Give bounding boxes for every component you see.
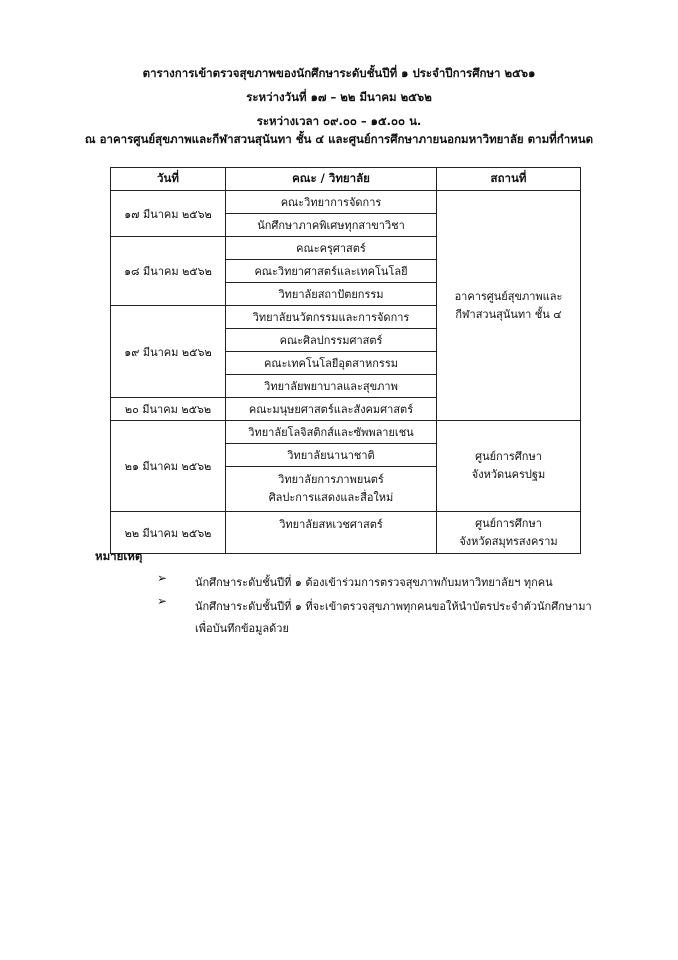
table-row: [111, 421, 581, 444]
faculty-line: ศิลปะการแสดงและสื่อใหม่: [268, 491, 394, 504]
faculty-cell: วิทยาลัยโลจิสติกส์และซัพพลายเชน: [226, 421, 437, 444]
date-cell: ๒๒ มีนาคม ๒๕๖๒: [111, 512, 226, 554]
arrow-bullet-icon: ➢: [157, 594, 168, 608]
col-header-location: สถานที่: [437, 168, 581, 191]
location-line: จังหวัดสมุทรสงคราม: [459, 534, 558, 548]
table-row: [111, 191, 581, 214]
venue-line: ณ อาคารศูนย์สุขภาพและกีฬาสวนสุนันทา ชั้น ๔ และศูนย์การศึกษาภายนอกมหาวิทยาลัย ตามที่กำหนด: [84, 132, 594, 146]
faculty-cell: คณะวิทยาการจัดการ: [226, 191, 437, 214]
date-range: ระหว่างวันที่ ๑๗ – ๒๒ มีนาคม ๒๕๖๒: [246, 90, 432, 104]
col-header-date: วันที่: [111, 168, 226, 191]
notes-title: หมายเหตุ: [95, 549, 143, 563]
date-cell: ๑๗ มีนาคม ๒๕๖๒: [111, 191, 226, 237]
location-line: ศูนย์การศึกษา: [475, 516, 542, 530]
note-item: นักศึกษาระดับชั้นปีที่ ๑ ที่จะเข้าตรวจสุขภาพทุกคนขอให้นำบัตรประจำตัวนักศึกษามา: [195, 600, 592, 613]
faculty-cell: คณะศิลปกรรมศาสตร์: [226, 329, 437, 352]
location-cell-main: [437, 191, 581, 421]
table-row: [111, 512, 581, 554]
date-cell: ๑๘ มีนาคม ๒๕๖๒: [111, 237, 226, 306]
date-cell: ๑๙ มีนาคม ๒๕๖๒: [111, 306, 226, 398]
faculty-cell: วิทยาลัยนวัตกรรมและการจัดการ: [226, 306, 437, 329]
arrow-bullet-icon: ➢: [157, 571, 168, 585]
location-line: ศูนย์การศึกษา: [475, 450, 542, 463]
location-cell-nakhon-pathom: [437, 421, 581, 512]
date-cell: ๒๑ มีนาคม ๒๕๖๒: [111, 421, 226, 512]
schedule-table: [110, 167, 581, 554]
location-line: จังหวัดนครปฐม: [471, 468, 546, 481]
time-range: ระหว่างเวลา ๐๙.๐๐ – ๑๕.๐๐ น.: [256, 114, 422, 128]
table-header-row: [111, 168, 581, 191]
date-cell: ๒๐ มีนาคม ๒๕๖๒: [111, 398, 226, 421]
faculty-cell: วิทยาลัยสถาปัตยกรรม: [226, 283, 437, 306]
location-line: กีฬาสวนสุนันทา ชั้น ๔: [455, 307, 562, 321]
faculty-cell: นักศึกษาภาคพิเศษทุกสาขาวิชา: [226, 214, 437, 237]
note-item: นักศึกษาระดับชั้นปีที่ ๑ ต้องเข้าร่วมการตรวจสุขภาพกับมหาวิทยาลัยฯ ทุกคน: [195, 576, 553, 589]
faculty-cell: วิทยาลัยพยาบาลและสุขภาพ: [226, 375, 437, 398]
faculty-cell: คณะวิทยาศาสตร์และเทคโนโลยี: [226, 260, 437, 283]
faculty-cell: วิทยาลัยสหเวชศาสตร์: [226, 512, 437, 554]
faculty-cell: วิทยาลัยนานาชาติ: [226, 444, 437, 467]
schedule-title: ตารางการเข้าตรวจสุขภาพของนักศึกษาระดับชั้นปีที่ ๑ ประจำปีการศึกษา ๒๕๖๑: [142, 66, 536, 80]
col-header-faculty: คณะ / วิทยาลัย: [226, 168, 437, 191]
faculty-cell: คณะเทคโนโลยีอุตสาหกรรม: [226, 352, 437, 375]
location-line: อาคารศูนย์สุขภาพและ: [454, 289, 563, 303]
location-cell-samut-songkhram: [437, 512, 581, 554]
note-item-continuation: เพื่อบันทึกข้อมูลด้วย: [195, 622, 289, 635]
faculty-line: วิทยาลัยการภาพยนตร์: [278, 473, 384, 486]
faculty-cell: คณะครุศาสตร์: [226, 237, 437, 260]
faculty-cell: [226, 467, 437, 512]
faculty-cell: คณะมนุษยศาสตร์และสังคมศาสตร์: [226, 398, 437, 421]
